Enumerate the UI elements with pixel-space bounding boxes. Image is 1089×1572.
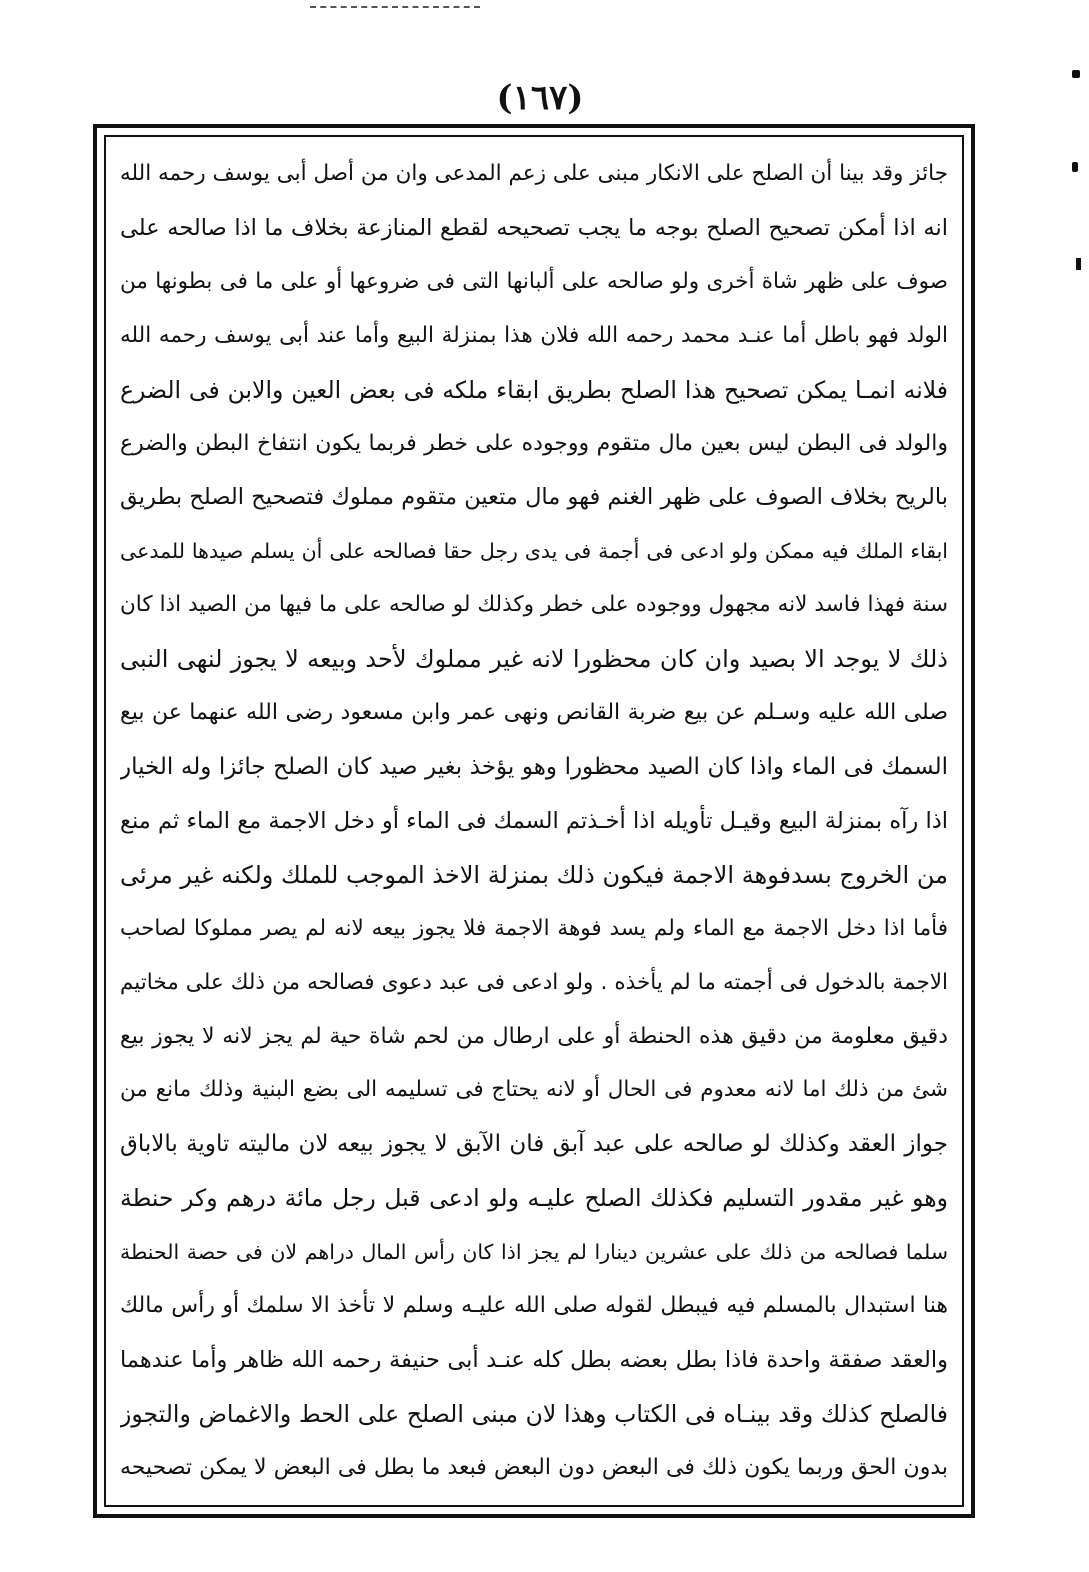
text-line: اذا رآه بمنزلة البيع وقيـل تأويله اذا أخـذتم السمك فى الماء أو دخل الاجمة مع الماء ثم منع — [120, 807, 948, 834]
text-line: شئ من ذلك اما لانه معدوم فى الحال أو لانه يحتاج فى تسليمه الى بضع البنية وذلك مانع من — [120, 1077, 948, 1103]
text-line: دقيق معلومة من دقيق هذه الحنطة أو على ارطال من لحم شاة حية لم يجز لانه لا يجوز بيع — [120, 1023, 948, 1049]
text-line: سلما فصالحه من ذلك على عشرين دينارا لم يجز اذا كان رأس المال دراهم لان فى حصة الحنطة — [120, 1240, 948, 1265]
text-line: من الخروج بسدفوهة الاجمة فيكون ذلك بمنزلة الاخذ الموجب للملك ولكنه غير مرئى — [120, 860, 948, 889]
text-line: ابقاء الملك فيه ممكن ولو ادعى فى أجمة فى يدى رجل حقا فصالحه على أن يسلم صيدها للمدعى — [120, 539, 948, 564]
text-line: جائز وقد بينا أن الصلح على الانكار مبنى على زعم المدعى وان من أصل أبى يوسف رحمه الله — [120, 161, 948, 186]
margin-ink-mark — [1072, 162, 1078, 172]
text-line: صلى الله عليه وسـلم عن بيع ضربة القانص ونهى عمر وابن مسعود رضى الله عنهما عن بيع — [120, 700, 948, 726]
text-line: بالريح بخلاف الصوف على ظهر الغنم فهو مال متعين متقوم مملوك فتصحيح الصلح بطريق — [120, 484, 948, 511]
text-line: جواز العقد وكذلك لو صالحه على عبد آبق فان الآبق لا يجوز بيعه لان ماليته تاوية بالاباق — [120, 1131, 948, 1158]
text-line: فلانه انمـا يمكن تصحيح هذا الصلح بطريق ابقاء ملكه فى بعض العين والابن فى الضرع — [120, 375, 948, 404]
text-line: الاجمة بالدخول فى أجمته ما لم يأخذه . ولو ادعى فى عبد دعوى فصالحه من ذلك على مخاتيم — [120, 969, 948, 995]
text-line: بدون الحق وربما يكون ذلك فى البعض دون البعض فبعد ما بطل فى البعض لا يمكن تصحيحه — [120, 1454, 948, 1480]
text-line: صوف على ظهر شاة أخرى ولو صالحه على ألبانها التى فى ضروعها أو على ما فى بطونها من — [120, 268, 948, 294]
page-frame-inner — [104, 135, 964, 1507]
text-line: فالصلح كذلك وقد بينـاه فى الكتاب وهذا لان مبنى الصلح على الحط والاغماض والتجوز — [120, 1399, 948, 1428]
text-line: انه اذا أمكن تصحيح الصلح بوجه ما يجب تصحيحه لقطع المنازعة بخلاف ما اذا صالحه على — [120, 214, 948, 241]
text-line: هنا استبدال بالمسلم فيه فيبطل لقوله صلى الله عليـه وسلم لا تأخذ الا سلمك أو رأس مالك — [120, 1293, 948, 1319]
text-line: ذلك لا يوجد الا بصيد وان كان محظورا لانه غير مملوك لأحد وبيعه لا يجوز لنهى النبى — [120, 645, 948, 674]
text-line: والولد فى البطن ليس بعين مال متقوم ووجوده على خطر فربما يكون انتفاخ البطن والضرع — [120, 430, 948, 456]
text-line: والعقد صفقة واحدة فاذا بطل بعضه بطل كله عنـد أبى حنيفة رحمه الله ظاهر وأما عندهما — [120, 1346, 948, 1373]
top-scan-rule — [310, 6, 480, 8]
margin-ink-mark — [1076, 258, 1081, 270]
text-line: سنة فهذا فاسد لانه مجهول ووجوده على خطر وكذلك لو صالحه على ما فيها من الصيد اذا كان — [120, 592, 948, 618]
text-line: السمك فى الماء واذا كان الصيد محظورا وهو يؤخذ بغير صيد كان الصلح جائزا وله الخيار — [120, 753, 948, 780]
text-line: الولد فهو باطل أما عنـد محمد رحمه الله فلان هذا بمنزلة البيع وأما عند أبى يوسف رحمه الله — [120, 322, 948, 348]
margin-ink-mark — [1072, 70, 1080, 78]
page-frame-outer — [93, 124, 975, 1518]
text-line: وهو غير مقدور التسليم فكذلك الصلح عليـه ولو ادعى قبل رجل مائة درهم وكر حنطة — [120, 1184, 948, 1213]
body-text — [120, 157, 948, 1485]
text-line: فأما اذا دخل الاجمة مع الماء ولم يسد فوهة الاجمة فلا يجوز بيعه لانه لم يصر مملوكا لصاحب — [120, 915, 948, 941]
page-number: (١٦٧) — [496, 78, 584, 118]
